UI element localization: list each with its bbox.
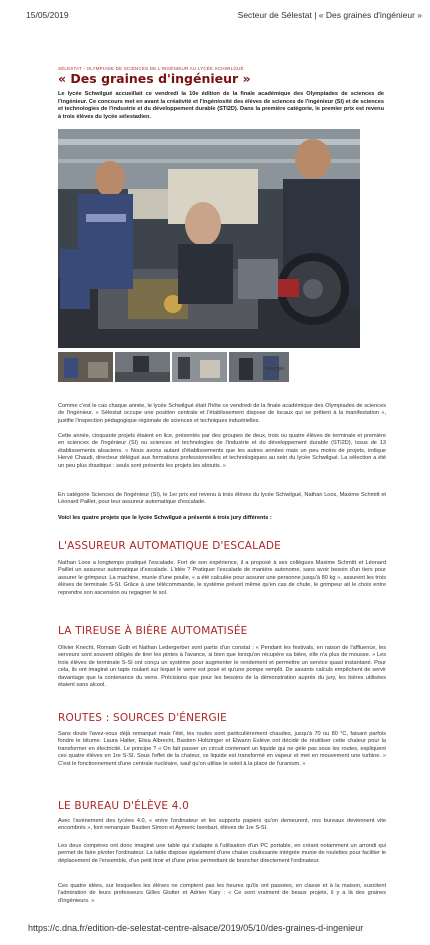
article-paragraph: Voici les quatre projets que le lycée Schwilgué a présenté à trois jury différents :	[58, 515, 272, 521]
article-paragraph: Olivier Knecht, Romain Guth et Nathan Ledergerber sont partis d'un constat : « Pendant les festivals, en raison de l'affluence, les serveurs sont souvent obligés de tirer les pintes à l'avance, si bien que lorsqu'on récupère sa bière, elle n'a plus de mousse. » Les trois élèves de terminale S-SI ont conçu un système pour augmenter le rendement et permettre un service quasi instantané. Pour cela, ils ont imaginé un tapis roulant sur lequel le verre est posé et qu'une pompe remplit. De savants calculs empêchent de servir davantage que la contenance du verre. Précisions que pour les besoins de la démonstration auprès du jury, les bières utilisées étaient sans alcool.	[58, 645, 386, 689]
photo-illustration	[58, 129, 360, 348]
article-photo[interactable]	[58, 129, 360, 348]
breadcrumb[interactable]: SÉLESTAT - OLYMPIADE DE SCIENCES DE L'INGÉNIEUR AU LYCÉE SCHWILGUÉ	[58, 66, 244, 71]
article-paragraph: Comme c'est le cas chaque année, le lycée Schwilgué était l'hôte ce vendredi de la finale académique des Olympiades de sciences de l'ingénieur. « Sélestat occupe une position centrale et l'établissement dispose de locaux qui se prêtent à la manifestation », justifie l'inspection pédagogique régionale de sciences et techniques industrielles.	[58, 403, 386, 424]
article-paragraph: Nathan Loos a longtemps pratiqué l'escalade. Fort de son expérience, il a proposé à ses collègues Maxime Schmitt et Léonard Paillet un assureur automatique d'escalade. L'idée ? Pratiquer l'escalade de manière autonome, sans avoir besoin d'un tiers pour assurer le grimpeur. La machine, munie d'une poulie, « a été calculée pour assurer une personne jusqu'à 80 kg », assurent les trois élèves de terminale S-SI. Grâce à une télécommande, le système prévoit même qu'en cas de chute, le grimpeur ait le choix entre reprendre son ascension ou regagner le sol.	[58, 560, 386, 596]
article-title: « Des graines d'ingénieur »	[58, 71, 251, 86]
photo-thumbnail[interactable]	[172, 352, 227, 382]
section-heading: L'ASSUREUR AUTOMATIQUE D'ESCALADE	[58, 540, 281, 552]
photo-thumbnail[interactable]	[115, 352, 170, 382]
article-paragraph: Sans doute l'avez-vous déjà remarqué mais l'été, les routes sont particulièrement chaudes, jusqu'à 70 ou 80 °C, faisant parfois fondre le bitume. Laura Halter, Elisa Albrecht, Bastien Holtzinger et Elwann Eslève ont décidé de réutiliser cette chaleur pour la transformer en électricité. Le principe ? « On fait passer un circuit contenant un liquide qui ne gèle pas sous les routes, expliquent ces quatre élèves en 1re S-SI. Sous l'effet de la chaleur, ce liquide est transformé en vapeur et met en mouvement une turbine. » C'est le fonctionnement d'une centrale nucléaire, sauf qu'on utilise le soleil à la place de l'uranium. »	[58, 731, 386, 767]
section-heading: LE BUREAU D'ÉLÈVE 4.0	[58, 800, 189, 812]
photo-caption: énergie.	[266, 366, 286, 372]
section-heading: ROUTES : SOURCES D'ÉNERGIE	[58, 712, 227, 724]
article-paragraph: En catégorie Sciences de l'ingénieur (SI), le 1er prix est revenu à trois élèves du lycée Schwilgué, Nathan Loos, Maxime Schmitt et Léonard Paillet, pour leur assureur automatique d'escalade.	[58, 492, 386, 506]
photo-thumbnail[interactable]	[58, 352, 113, 382]
section-heading: LA TIREUSE À BIÈRE AUTOMATISÉE	[58, 625, 248, 637]
print-footer-url[interactable]: https://c.dna.fr/edition-de-selestat-centre-alsace/2019/05/10/des-graines-d-ingenieur	[28, 923, 364, 933]
article-paragraph: Cette année, cinquante projets étaient en lice, présentés par des groupes de deux, trois ou quatre élèves de terminale et première en sciences de l'ingénieur (SI) ou sciences et technologies de l'industrie et du développement durable (STI2D), issus de 13 établissements alsaciens. « Nous avons autant d'établissements que les autres années mais un peu moins de projets, indique Hervé Chaudi, directeur délégué aux formations professionnelles et technologiques au sein du lycée Schwilgué. La sélection a été un peu plus drastique : seuls sont présents les projets les aboutis. »	[58, 433, 386, 469]
article-paragraph: Avec l'avènement des lycées 4.0, « entre l'ordinateur et les supports papiers qu'on demeurent, nos bureaux deviennent vite encombrés », font remarquer Bastien Simon et Aymeric Isenbart, élèves de 1re S-SI.	[58, 818, 386, 832]
article-paragraph: Les deux compères ont donc imaginé une table qui s'adapte à l'utilisation d'un PC portable, en créant notamment un arrondi qui permet de faire pivoter l'ordinateur. La table dispose également d'une chaise coulissante intégrée munie de roulettes pour faciliter le déplacement de l'ensemble, d'un petit tiroir et d'une prise permettant de brancher directement l'ordinateur.	[58, 843, 386, 864]
print-date: 15/05/2019	[26, 10, 69, 20]
article-lead: Le lycée Schwilgué accueillait ce vendredi la 10e édition de la finale académique des Olympiades de sciences de l'ingénieur. Ce concours met en avant la créativité et l'ingéniosité des élèves de sciences de l'ingénieur (SI) et de sciences et technologies de l'industrie et du développement durable (STI2D). Dans la première catégorie, le premier prix est revenu à trois élèves du lycée sélestadien.	[58, 91, 384, 120]
print-page-title: Secteur de Sélestat | « Des graines d'ingénieur »	[237, 10, 422, 20]
article-paragraph: Ces quatre idées, sur lesquelles les élèves ne comptent pas les heures qu'ils ont passées, en classe et à la maison, suscitent l'admiration de leurs professeurs Gilles Glutter et Adrien Kary : « Ce sont vraiment de beaux projets, il y a là des graines d'ingénieurs. »	[58, 883, 386, 904]
